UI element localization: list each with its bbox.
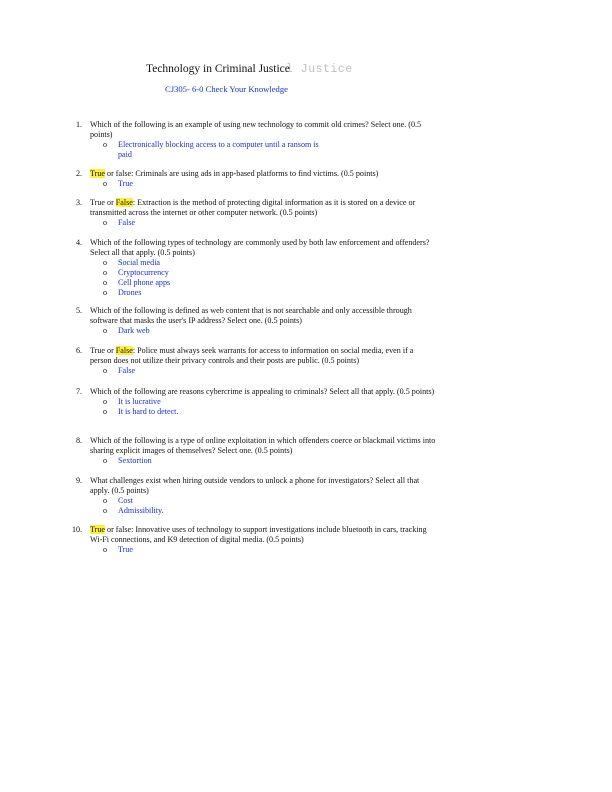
question-number: 1. <box>76 120 83 129</box>
answer-list <box>103 140 436 160</box>
question-body: or false: Innovative uses of technology to support investigations include bluetooth in cars, tracking Wi-Fi connections, and K9 detection of digital media. (0.5 points) <box>90 525 427 544</box>
highlighted-answer: False <box>115 198 133 207</box>
answer-text: False <box>118 218 136 227</box>
question-text: Which of the following is a type of online exploitation in which offenders coerce or blackmail victims into sharing explicit images of themselves? Select one. (0.5 points) <box>90 436 436 455</box>
answer-text: True <box>118 179 133 188</box>
question-number: 3. <box>76 198 83 207</box>
answer-item <box>103 326 436 336</box>
question-body: : Extraction is the method of protecting digital information as it is stored on a device or transmitted across the internet or other computer network. (0.5 points) <box>90 198 416 217</box>
question-text <box>90 525 436 545</box>
answer-text: It is hard to detect. <box>118 407 179 416</box>
bullet-icon: o <box>103 366 108 375</box>
question-7 <box>76 387 436 425</box>
bullet-icon: o <box>103 179 108 188</box>
question-text: Which of the following is an example of using new technology to commit old crimes? Select one. (0.5 points) <box>90 120 422 139</box>
answer-text: Electronically blocking access to a computer until a ransom is paid <box>118 140 319 159</box>
question-lead: True or <box>90 346 116 355</box>
bullet-icon: o <box>103 258 108 267</box>
answer-item <box>103 506 436 516</box>
highlighted-answer: True <box>90 169 105 178</box>
answer-text: It is lucrative <box>118 397 161 406</box>
bullet-icon: o <box>103 326 108 335</box>
bullet-icon: o <box>103 268 108 277</box>
answer-text: Drones <box>118 288 142 297</box>
question-number: 5. <box>76 306 83 315</box>
answer-list <box>103 397 436 417</box>
answer-list <box>103 545 436 555</box>
answer-item <box>103 366 436 376</box>
answer-item <box>103 456 436 466</box>
highlighted-answer: True <box>90 525 105 534</box>
answer-list <box>103 218 436 228</box>
question-number: 6. <box>76 346 83 355</box>
answer-text: False <box>118 366 136 375</box>
question-text: Which of the following are reasons cybercrime is appealing to criminals? Select all that apply. (0.5 points) <box>90 387 435 396</box>
question-body: or false: Criminals are using ads in app-based platforms to find victims. (0.5 points) <box>105 169 379 178</box>
answer-item <box>103 179 436 189</box>
bullet-icon: o <box>103 545 108 554</box>
answer-text: Sextortion <box>118 456 152 465</box>
question-number: 2. <box>76 169 83 178</box>
question-body: : Police must always seek warrants for access to information on social media, even if a person does not utilize their privacy controls and their posts are public. (0.5 points) <box>90 346 414 365</box>
answer-item <box>103 397 436 407</box>
answer-text: Cost <box>118 496 133 505</box>
answer-item <box>103 496 436 506</box>
answer-text: Social media <box>118 258 161 267</box>
answer-list <box>103 179 436 189</box>
question-3 <box>76 198 436 236</box>
answer-list <box>103 326 436 336</box>
question-10 <box>72 525 436 563</box>
answer-text: Cryptocurrency <box>118 268 169 277</box>
answer-item <box>103 268 436 278</box>
bullet-icon: o <box>103 506 108 515</box>
page-subtitle: CJ305- 6-0 Check Your Knowledge <box>165 84 288 94</box>
title-ghost-text: l Justice <box>286 63 353 76</box>
answer-item <box>103 258 436 268</box>
question-text <box>90 198 436 218</box>
question-number: 10. <box>72 525 83 534</box>
bullet-icon: o <box>103 407 108 416</box>
question-6 <box>76 346 436 384</box>
answer-list <box>103 456 436 466</box>
answer-item <box>103 407 436 417</box>
answer-list <box>103 258 436 298</box>
question-number: 9. <box>76 476 83 485</box>
question-text: Which of the following is defined as web content that is not searchable and only accessible through software that masks the user's IP address? Select one. (0.5 points) <box>90 306 412 325</box>
bullet-icon: o <box>103 397 108 406</box>
question-text <box>90 346 436 366</box>
bullet-icon: o <box>103 496 108 505</box>
question-2 <box>76 169 436 197</box>
answer-text: True <box>118 545 133 554</box>
answer-text: Admissibility. <box>118 506 164 515</box>
question-text: What challenges exist when hiring outside vendors to unlock a phone for investigators? Select all that apply. (0.5 points) <box>90 476 420 495</box>
answer-list <box>103 366 436 376</box>
question-text: Which of the following types of technology are commonly used by both law enforcement and offenders? Select all that apply. (0.5 points) <box>90 238 430 257</box>
answer-item <box>103 288 436 298</box>
question-number: 7. <box>76 387 83 396</box>
answer-item <box>103 278 436 288</box>
answer-item <box>103 545 436 555</box>
bullet-icon: o <box>103 218 108 227</box>
question-4 <box>76 238 436 306</box>
answer-text: Cell phone apps <box>118 278 171 287</box>
question-text <box>90 169 436 179</box>
question-5 <box>76 306 436 344</box>
question-8 <box>76 436 436 474</box>
answer-list <box>103 496 436 516</box>
bullet-icon: o <box>103 288 108 297</box>
bullet-icon: o <box>103 456 108 465</box>
question-1 <box>76 120 436 168</box>
answer-item <box>103 140 436 160</box>
question-lead: True or <box>90 198 116 207</box>
answer-item <box>103 218 436 228</box>
bullet-icon: o <box>103 278 108 287</box>
question-number: 8. <box>76 436 83 445</box>
answer-text: Dark web <box>118 326 150 335</box>
highlighted-answer: False <box>115 346 133 355</box>
question-number: 4. <box>76 238 83 247</box>
bullet-icon: o <box>103 140 108 149</box>
question-9 <box>76 476 436 524</box>
page-title: Technology in Criminal Justice <box>146 63 290 75</box>
